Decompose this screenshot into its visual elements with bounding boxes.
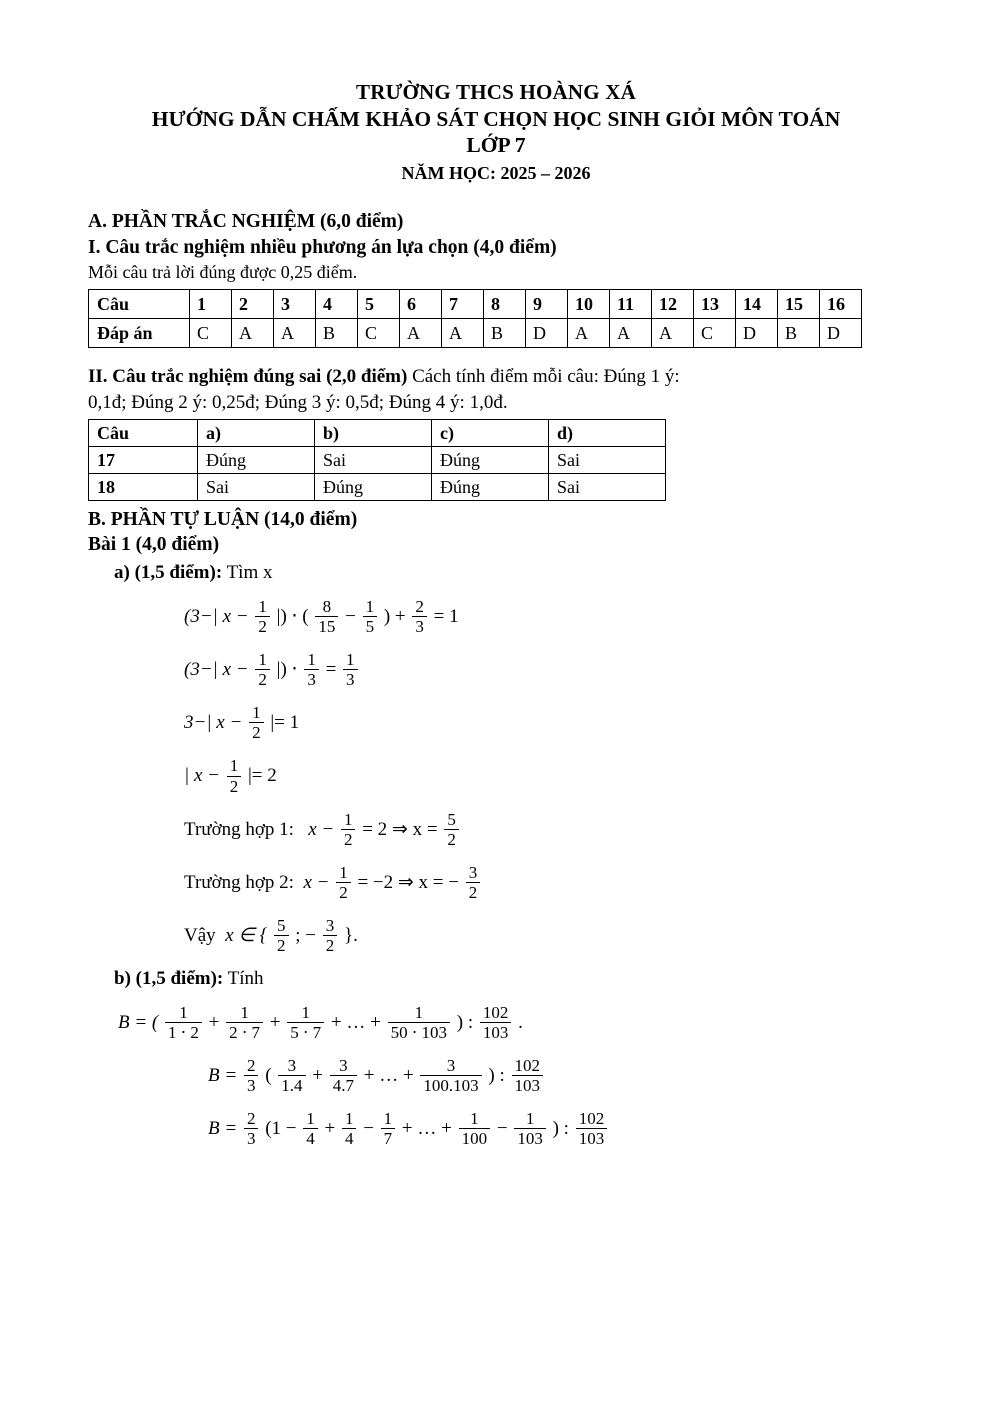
table-cell: 13 <box>694 290 736 319</box>
eq4-tail: |= 2 <box>247 765 277 787</box>
eq1-minus: − <box>345 606 356 628</box>
table-cell: C <box>358 319 400 348</box>
fraction: $\frac{102}{103}$ <box>512 1056 544 1095</box>
eq2-mid: |) ⋅ <box>276 659 298 681</box>
fraction: $\frac{8}{15}$ <box>315 597 338 636</box>
fraction: $\frac{1}{5 \cdot 7}$ <box>287 1003 324 1042</box>
eqb3-p5: ) : <box>552 1117 569 1139</box>
part-a-note: Mỗi câu trả lời đúng được 0,25 điểm. <box>88 262 358 282</box>
fraction: $\frac{1}{4}$ <box>303 1109 318 1148</box>
eqb2-p2: + … + <box>363 1064 414 1086</box>
eqb3-p3: + … + <box>401 1117 452 1139</box>
table-cell: 18 <box>89 474 198 501</box>
eq1-eq: = 1 <box>433 606 459 628</box>
equation-1 <box>184 598 904 637</box>
table-row-answers <box>89 319 862 348</box>
part-a-title: A. PHẦN TRẮC NGHIỆM (6,0 điểm) <box>88 211 404 232</box>
school-name: TRƯỜNG THCS HOÀNG XÁ <box>356 80 636 104</box>
table-cell: Đúng <box>432 447 549 474</box>
fraction: $\frac{102}{103}$ <box>480 1003 512 1042</box>
fraction: $\frac{5}{2}$ <box>444 810 459 849</box>
fraction: $\frac{3}{4.7}$ <box>330 1056 357 1095</box>
eqb2-p0: ( <box>265 1064 272 1086</box>
table-cell: Sai <box>198 474 315 501</box>
table-cell: A <box>442 319 484 348</box>
table-cell: 15 <box>778 290 820 319</box>
part-a-section-2-title <box>88 364 904 415</box>
bai-1a-label <box>114 562 904 584</box>
table-cell: Sai <box>315 447 432 474</box>
table-cell: 4 <box>316 290 358 319</box>
bai-1a-rest: Tìm x <box>222 562 273 584</box>
eqb3-p0: (1 − <box>265 1117 297 1139</box>
table-cell: Đúng <box>198 447 315 474</box>
table-cell: C <box>694 319 736 348</box>
eqb2-p1: + <box>312 1064 323 1086</box>
eqb2-lead: B = <box>208 1064 238 1086</box>
bai-1b-bold: b) (1,5 điểm): <box>114 967 224 989</box>
fraction: $\frac{1}{5}$ <box>363 597 378 636</box>
table-cell: Sai <box>549 447 666 474</box>
part-a-section-1-title: I. Câu trắc nghiệm nhiều phương án lựa chọn (4,0 điểm) <box>88 237 557 258</box>
case1-mid: = 2 ⇒ x = <box>362 818 438 840</box>
case-1-label: Trường hợp 1: <box>184 818 294 840</box>
case1-lead: x − <box>308 818 335 840</box>
fraction: $\frac{1}{2}$ <box>249 703 264 742</box>
table-cell: 1 <box>190 290 232 319</box>
table-cell: 16 <box>820 290 862 319</box>
equation-b3 <box>208 1110 904 1149</box>
table-cell: D <box>736 319 778 348</box>
table-header-cell: c) <box>432 420 549 447</box>
document-header <box>88 80 904 185</box>
eqb2-p3: ) : <box>488 1064 505 1086</box>
equation-b1 <box>118 1004 904 1043</box>
fraction: $\frac{3}{1.4}$ <box>278 1056 305 1095</box>
table-cell: Sai <box>549 474 666 501</box>
eq2-lead: (3−| x − <box>184 659 249 681</box>
eqb1-p1: + <box>208 1011 220 1033</box>
eqb1-p3: + … + <box>330 1011 381 1033</box>
fraction: $\frac{1}{103}$ <box>514 1109 546 1148</box>
eq3-lead: 3−| x − <box>184 712 243 734</box>
table-cell: 11 <box>610 290 652 319</box>
table-cell: A <box>274 319 316 348</box>
table-cell: A <box>400 319 442 348</box>
eqb3-p4: − <box>496 1117 508 1139</box>
eq1-lead: (3−| x − <box>184 606 249 628</box>
fraction: $\frac{1}{3}$ <box>343 650 358 689</box>
case-2-line <box>184 864 904 903</box>
answer-key-table <box>88 289 862 348</box>
table-cell: Đúng <box>432 474 549 501</box>
fraction: $\frac{1}{2 \cdot 7}$ <box>226 1003 263 1042</box>
fraction: $\frac{1}{4}$ <box>342 1109 357 1148</box>
eqb3-p1: + <box>324 1117 336 1139</box>
table-row <box>89 447 666 474</box>
table-row-questions <box>89 290 862 319</box>
eqb3-lead: B = <box>208 1117 238 1139</box>
row-label-dapan: Đáp án <box>89 319 190 348</box>
table-cell: D <box>820 319 862 348</box>
eq2-eq: = <box>325 659 337 681</box>
table-cell: A <box>568 319 610 348</box>
bai-1a-bold: a) (1,5 điểm): <box>114 562 223 584</box>
table-cell: 7 <box>442 290 484 319</box>
table-cell: 12 <box>652 290 694 319</box>
school-year: NĂM HỌC: 2025 – 2026 <box>401 163 591 184</box>
part-b-title: B. PHẦN TỰ LUẬN (14,0 điểm) <box>88 509 358 531</box>
fraction: $\frac{1}{2}$ <box>255 597 270 636</box>
table-cell: A <box>610 319 652 348</box>
eqb1-p4: ) : <box>456 1011 474 1033</box>
table-header-cell: Câu <box>89 420 198 447</box>
fraction: $\frac{2}{3}$ <box>244 1109 259 1148</box>
table-cell: B <box>484 319 526 348</box>
true-false-table <box>88 419 666 501</box>
conclusion-line <box>184 917 904 956</box>
bai-1-title: Bài 1 (4,0 điểm) <box>88 534 220 556</box>
table-header-cell: d) <box>549 420 666 447</box>
table-cell: 9 <box>526 290 568 319</box>
table-cell: C <box>190 319 232 348</box>
eq4-lead: | x − <box>184 765 220 787</box>
fraction: $\frac{1}{2}$ <box>255 650 270 689</box>
table-cell: 8 <box>484 290 526 319</box>
fraction: $\frac{1}{2}$ <box>227 756 242 795</box>
table-header-cell: a) <box>198 420 315 447</box>
document-title: HƯỚNG DẪN CHẤM KHẢO SÁT CHỌN HỌC SINH GIỎI MÔN TOÁN <box>151 106 841 131</box>
table-header-cell: b) <box>315 420 432 447</box>
fraction: $\frac{1}{50 \cdot 103}$ <box>388 1003 450 1042</box>
bai-1b-label <box>114 968 904 990</box>
vay-tail: }. <box>344 924 358 946</box>
fraction: $\frac{3}{100.103}$ <box>420 1056 481 1095</box>
eqb1-tail: . <box>518 1011 523 1033</box>
table-cell: A <box>232 319 274 348</box>
eq3-tail: |= 1 <box>270 712 300 734</box>
table-cell: 2 <box>232 290 274 319</box>
eqb1-lead: B = ( <box>118 1011 159 1033</box>
eq1-mid: |) ⋅ ( <box>276 606 309 628</box>
fraction: $\frac{1}{7}$ <box>381 1109 396 1148</box>
section-2-bold-label: II. Câu trắc nghiệm đúng sai (2,0 điểm) <box>88 366 408 387</box>
equation-3 <box>184 704 904 743</box>
equation-b2 <box>208 1057 904 1096</box>
table-cell: 3 <box>274 290 316 319</box>
fraction: $\frac{1}{1 \cdot 2}$ <box>165 1003 202 1042</box>
row-label-cau: Câu <box>89 290 190 319</box>
table-cell: 17 <box>89 447 198 474</box>
vay-mid: ; − <box>295 924 316 946</box>
equation-2 <box>184 651 904 690</box>
section-2-scoring-note-line2: 0,1đ; Đúng 2 ý: 0,25đ; Đúng 3 ý: 0,5đ; Đúng 4 ý: 1,0đ. <box>88 391 508 413</box>
fraction: $\frac{2}{3}$ <box>244 1056 259 1095</box>
vay-label: Vậy <box>184 924 216 946</box>
table-cell: B <box>316 319 358 348</box>
table-cell: 14 <box>736 290 778 319</box>
table-cell: 6 <box>400 290 442 319</box>
grade-level: LỚP 7 <box>466 132 526 157</box>
case2-mid: = −2 ⇒ x = − <box>357 871 459 893</box>
table-cell: 5 <box>358 290 400 319</box>
fraction: $\frac{3}{2}$ <box>466 863 481 902</box>
fraction: $\frac{1}{3}$ <box>304 650 319 689</box>
case-2-label: Trường hợp 2: <box>184 871 294 893</box>
bai-1b-rest: Tính <box>223 967 264 989</box>
fraction: $\frac{1}{2}$ <box>336 863 351 902</box>
table-cell: D <box>526 319 568 348</box>
table-cell: A <box>652 319 694 348</box>
equation-4 <box>184 757 904 796</box>
table-header-row <box>89 420 666 447</box>
case2-lead: x − <box>303 871 330 893</box>
case-1-line <box>184 811 904 850</box>
table-row <box>89 474 666 501</box>
fraction: $\frac{5}{2}$ <box>274 916 289 955</box>
table-cell: 10 <box>568 290 610 319</box>
fraction: $\frac{1}{100}$ <box>459 1109 491 1148</box>
section-2-scoring-note: Cách tính điểm mỗi câu: Đúng 1 ý: <box>407 366 680 387</box>
vay-lead: x ∈ { <box>225 924 268 946</box>
eqb3-p2: − <box>363 1117 374 1139</box>
fraction: $\frac{3}{2}$ <box>323 916 338 955</box>
eqb1-p2: + <box>269 1011 281 1033</box>
table-cell: Đúng <box>315 474 432 501</box>
fraction: $\frac{2}{3}$ <box>412 597 427 636</box>
table-cell: B <box>778 319 820 348</box>
fraction: $\frac{1}{2}$ <box>341 810 356 849</box>
fraction: $\frac{102}{103}$ <box>576 1109 608 1148</box>
eq1-close: ) + <box>383 606 406 628</box>
